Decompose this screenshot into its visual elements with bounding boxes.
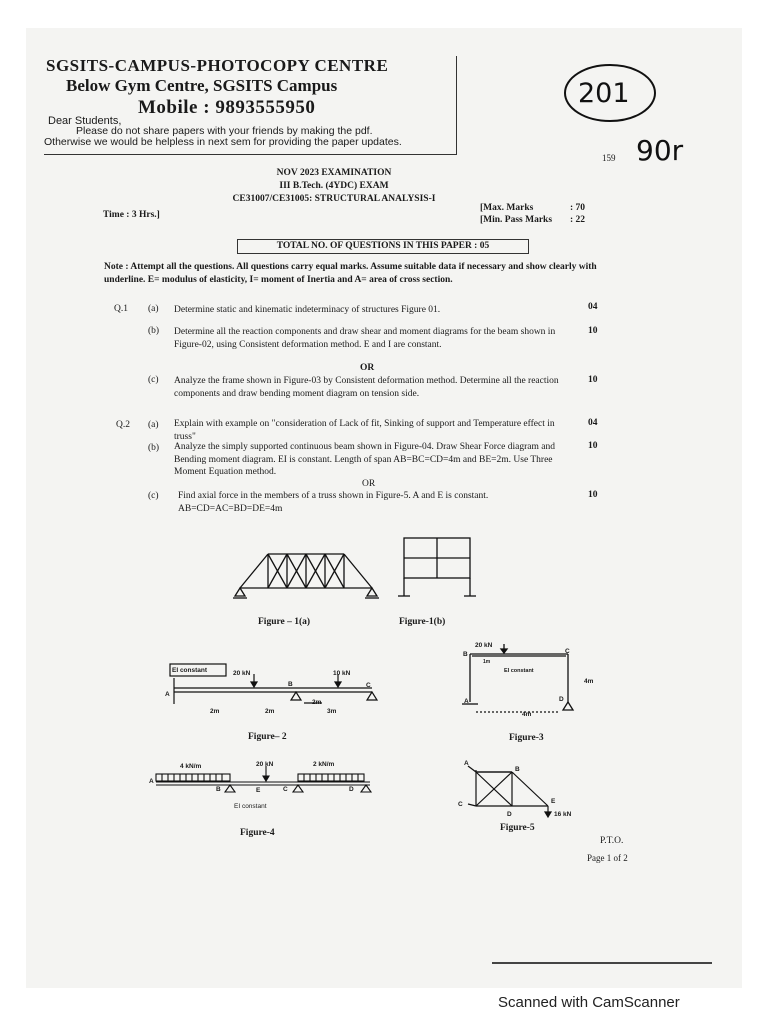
exam-time: Time : 3 Hrs.]	[103, 210, 160, 220]
fig3-ei-label: EI constant	[504, 668, 534, 674]
figure-1b-frame-diagram	[396, 534, 476, 606]
fig2-load-2: 10 kN	[333, 670, 351, 677]
figure-2-caption: Figure– 2	[248, 732, 287, 742]
exam-note: Note : Attempt all the questions. All questions carry equal marks. Assume suitable data if necessary and show clearly with underline. E= modulus of elasticity, I= moment of Inertia and A= area of cross section.	[104, 262, 597, 285]
q2a-label: (a)	[148, 420, 159, 430]
fig5-node-e: E	[551, 798, 556, 805]
max-marks-value: : 70	[570, 203, 586, 213]
q2-number: Q.2	[116, 420, 130, 430]
fig4-point-load: 20 kN	[256, 761, 274, 768]
figure-5-truss-diagram	[464, 760, 560, 820]
q1-number: Q.1	[114, 304, 128, 314]
figure-1b-caption: Figure-1(b)	[399, 617, 446, 627]
fig3-width: 4m	[522, 711, 532, 718]
figure-1a-truss-diagram	[232, 548, 380, 608]
fig2-node-b: B	[288, 681, 293, 688]
fig5-node-b: B	[515, 766, 520, 773]
fig5-node-d: D	[507, 811, 512, 818]
q2b-text: Analyze the simply supported continuous beam shown in Figure-04. Draw Shear Force diagram and Bending moment diagram. EI is constant. Length of span AB=BC=CD=4m and BE=2m. Use Three Moment Equation method.	[174, 442, 555, 477]
fig2-node-c: C	[366, 682, 371, 689]
fig4-udl-1: 4 kN/m	[180, 763, 202, 770]
stamp-title: SGSITS-CAMPUS-PHOTOCOPY CENTRE	[46, 56, 389, 75]
stamp-notice-2: Otherwise we would be helpless in next sem for providing the paper updates.	[44, 136, 402, 148]
handwritten-note: 90r	[636, 134, 684, 167]
fig5-node-c: C	[458, 801, 463, 808]
subject-title: CE31007/CE31005: STRUCTURAL ANALYSIS-I	[232, 194, 436, 204]
q2c-marks: 10	[588, 490, 598, 500]
exam-title: NOV 2023 EXAMINATION	[276, 168, 392, 178]
q1a-label: (a)	[148, 304, 159, 314]
q1c-label: (c)	[148, 375, 159, 385]
q1c-text: Analyze the frame shown in Figure-03 by Consistent deformation method. Determine all the reaction components and draw bending moment diagram on tension side.	[174, 376, 559, 399]
fig3-node-d: D	[559, 696, 564, 703]
q1b-text: Determine all the reaction components and draw shear and moment diagrams for the beam shown in Figure-02, using Consistent deformation method. E and I are constant.	[174, 327, 556, 350]
q2c-label: (c)	[148, 491, 159, 501]
fig3-height: 4m	[584, 678, 594, 685]
course-title: III B.Tech. (4YDC) EXAM	[279, 181, 389, 191]
fig4-node-c: C	[283, 786, 288, 793]
scan-edge-line	[492, 962, 712, 964]
total-questions-box: TOTAL NO. OF QUESTIONS IN THIS PAPER : 05	[237, 239, 529, 254]
fig2-dim-4: 3m	[327, 708, 337, 715]
fig2-node-a: A	[165, 691, 170, 698]
figure-4-caption: Figure-4	[240, 828, 275, 838]
min-marks-value: : 22	[570, 215, 586, 225]
fig2-dim-2: 2m	[265, 708, 275, 715]
q2b-label: (b)	[148, 443, 160, 453]
fig2-dim-1: 2m	[210, 708, 220, 715]
q2-or: OR	[362, 479, 376, 489]
q1a-text: Determine static and kinematic indeterminacy of structures Figure 01.	[174, 305, 441, 315]
fig4-node-a: A	[149, 778, 154, 785]
circled-number: 201	[578, 78, 630, 109]
stamp-notice-1: Please do not share papers with your friends by making the pdf.	[76, 125, 373, 137]
pto-label: P.T.O.	[600, 836, 624, 846]
fig4-node-e: E	[256, 787, 261, 794]
fig4-node-b: B	[216, 786, 221, 793]
page-code: 159	[602, 153, 616, 163]
fig4-udl-2: 2 kN/m	[313, 761, 335, 768]
stamp-address: Below Gym Centre, SGSITS Campus	[66, 76, 338, 95]
q2c-text: Find axial force in the members of a truss shown in Figure-5. A and E is constant. AB=CD=AC=BD=DE=4m	[178, 491, 489, 514]
fig2-ei-label: EI constant	[172, 667, 208, 674]
figure-3-caption: Figure-3	[509, 733, 544, 743]
fig5-node-a: A	[464, 760, 469, 767]
q1a-marks: 04	[588, 302, 598, 312]
page-number: Page 1 of 2	[587, 853, 628, 863]
figure-1a-caption: Figure – 1(a)	[258, 617, 311, 627]
figure-5-caption: Figure-5	[500, 823, 535, 833]
q1b-marks: 10	[588, 326, 598, 336]
stamp-dear: Dear Students,	[48, 115, 122, 127]
fig4-ei-label: EI constant	[234, 803, 267, 810]
q2a-marks: 04	[588, 418, 598, 428]
fig3-node-c: C	[565, 648, 570, 655]
min-marks-label: [Min. Pass Marks	[480, 215, 553, 225]
q1c-marks: 10	[588, 375, 598, 385]
fig2-load-1: 20 kN	[233, 670, 251, 677]
fig3-load: 20 kN	[475, 642, 493, 649]
q2b-marks: 10	[588, 441, 598, 451]
scanner-watermark: Scanned with CamScanner	[498, 994, 680, 1011]
fig3-dim-top: 1m	[483, 659, 491, 665]
q2a-text: Explain with example on "consideration of Lack of fit, Sinking of support and Temperature effect in truss"	[174, 419, 555, 442]
fig5-load: 16 kN	[554, 811, 572, 818]
max-marks-label: [Max. Marks	[480, 203, 534, 213]
fig3-node-a: A	[464, 698, 469, 705]
fig3-node-b: B	[463, 651, 468, 658]
stamp-mobile: Mobile : 9893555950	[138, 97, 316, 118]
q1-or: OR	[360, 363, 375, 373]
fig2-dim-3: 2m	[312, 699, 322, 706]
fig4-node-d: D	[349, 786, 354, 793]
q1b-label: (b)	[148, 326, 160, 336]
